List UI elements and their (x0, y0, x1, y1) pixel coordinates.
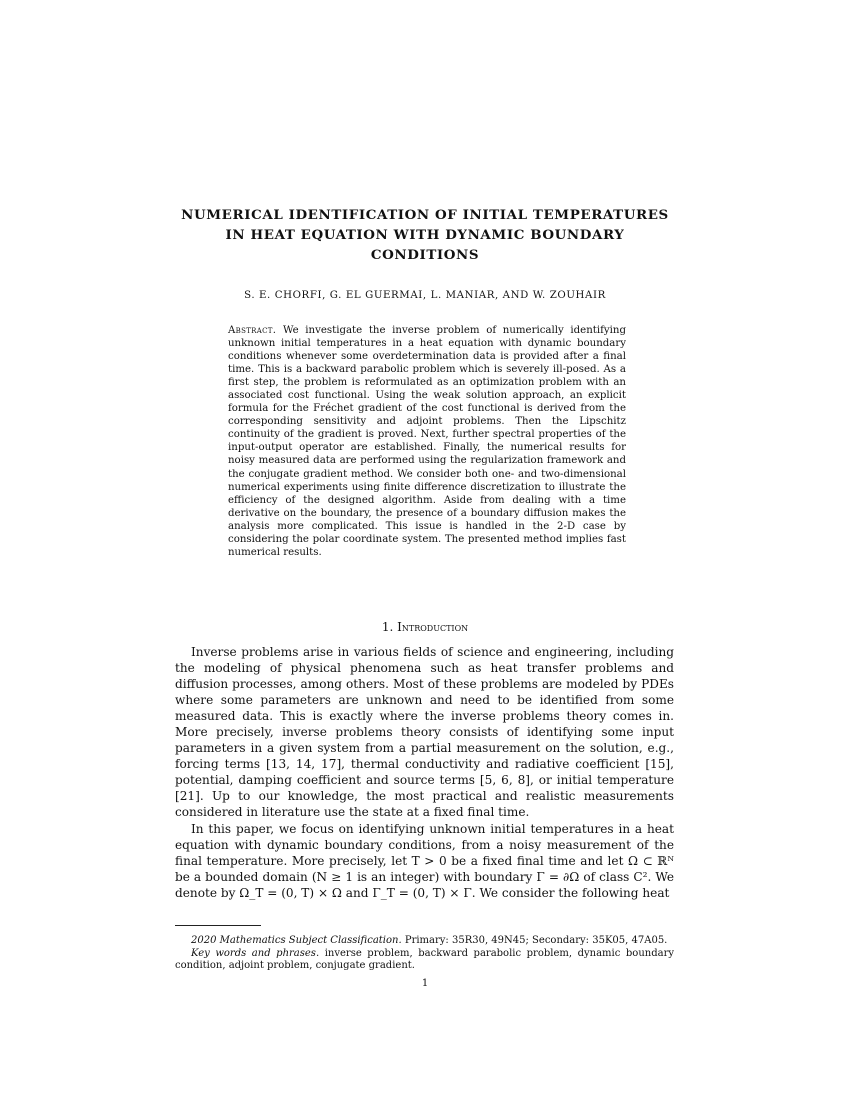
msc-label: 2020 Mathematics Subject Classification. (191, 935, 402, 946)
abstract (228, 324, 626, 559)
paragraph: Inverse problems arise in various fields of science and engineering, including the modeling of physical phenomena such as heat transfer problems and diffusion processes, among others. Most of these problems are modeled by PDEs where some parameters are unknown and need to be identified from some measured data. This is exactly where the inverse problems theory comes in. More precisely, inverse problems theory consists of identifying some input parameters in a given system from a partial measurement on the solution, e.g., forcing terms [13, 14, 17], thermal conductivity and radiative coefficient [15], potential, damping coefficient and source terms [5, 6, 8], or initial temperature [21]. Up to our knowledge, the most practical and realistic measurements considered in literature use the state at a fixed final time. (175, 645, 674, 820)
page-number: 1 (421, 978, 429, 989)
author-list: S. E. CHORFI, G. EL GUERMAI, L. MANIAR, AND W. ZOUHAIR (244, 290, 606, 301)
section-number: 1. (381, 620, 394, 634)
arxiv-identifier (0, 1028, 14, 1065)
paragraph: In this paper, we focus on identifying unknown initial temperatures in a heat equation with dynamic boundary conditions, from a noisy measurement of the final temperature. More precisely, let T > 0 be a fixed final time and let Ω ⊂ ℝᴺ be a bounded domain (N ≥ 1 is an integer) with boundary Γ = ∂Ω of class C². We denote by Ω_T = (0, T) × Ω and Γ_T = (0, T) × Γ. We consider the following heat (175, 821, 674, 900)
title-line: IN HEAT EQUATION WITH DYNAMIC BOUNDARY (225, 227, 625, 243)
footnote-keywords (175, 948, 674, 973)
keywords-text: inverse problem, backward parabolic problem, dynamic boundary condition, adjoint problem, conjugate gradient. (175, 947, 674, 972)
body-text (175, 644, 674, 901)
footnotes (175, 935, 674, 973)
abstract-label: Abstract. (228, 325, 277, 336)
msc-text: Primary: 35R30, 49N45; Secondary: 35K05, 47A05. (404, 935, 668, 946)
footnote-rule (175, 925, 261, 926)
abstract-text: We investigate the inverse problem of numerically identifying unknown initial temperatures in a heat equation with dynamic boundary conditions whenever some overdetermination data is provided after a final time. This is a backward parabolic problem which is severely ill-posed. As a first step, the problem is reformulated as an optimization problem with an associated cost functional. Using the weak solution approach, an explicit formula for the Fréchet gradient of the cost functional is derived from the corresponding sensitivity and adjoint problems. Then the Lipschitz continuity of the gradient is proved. Next, further spectral properties of the input-output operator are established. Finally, the numerical results for noisy measured data are performed using the regularization framework and the conjugate gradient method. We consider both one- and two-dimensional numerical experiments using finite difference discretization to illustrate the efficiency of the designed algorithm. Aside from dealing with a time derivative on the boundary, the presence of a boundary diffusion makes the analysis more complicated. This issue is handled in the 2-D case by considering the polar coordinate system. The presented method implies fast numerical results. (228, 325, 626, 558)
title-line: CONDITIONS (370, 247, 480, 263)
title-line: NUMERICAL IDENTIFICATION OF INITIAL TEMPERATURES (181, 207, 669, 223)
section-title: Introduction (397, 620, 469, 634)
footnote-msc (175, 935, 674, 948)
section-heading (175, 620, 675, 634)
keywords-label: Key words and phrases. (191, 947, 320, 959)
paper-title (175, 205, 675, 265)
